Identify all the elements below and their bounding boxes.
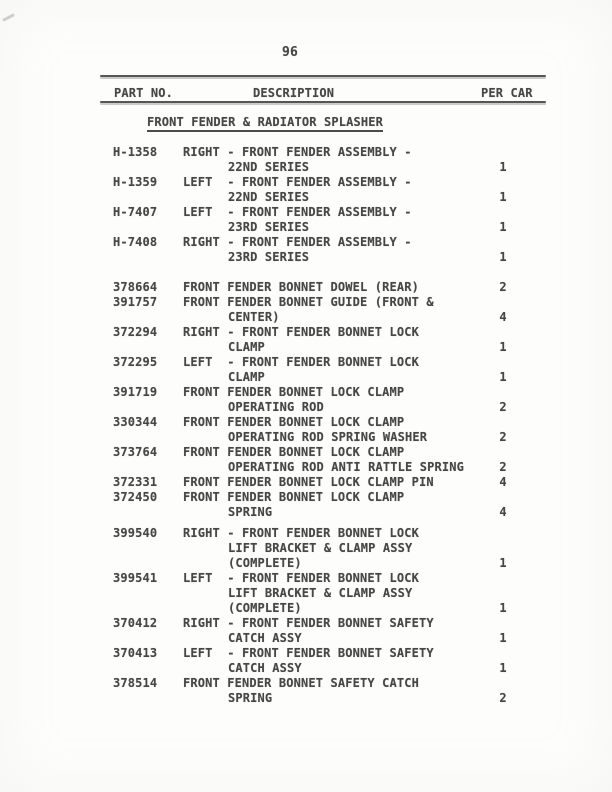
- description-line: RIGHT - FRONT FENDER BONNET SAFETY: [183, 616, 434, 630]
- table-row: [0, 446, 612, 476]
- description-line: SPRING: [228, 691, 273, 705]
- part-number-cell: 372294: [113, 325, 158, 339]
- per-car-qty-cell: 1: [499, 220, 507, 234]
- table-row-line: [0, 236, 612, 251]
- table-row-line: [0, 461, 612, 476]
- description-line: 23RD SERIES: [228, 220, 310, 234]
- per-car-qty-cell: 1: [499, 631, 507, 645]
- part-number-cell: 372331: [113, 475, 158, 489]
- part-number-cell: 372450: [113, 490, 158, 504]
- table-row: [0, 281, 612, 296]
- header-top-rule: [100, 75, 546, 77]
- part-number-cell: 378514: [113, 676, 158, 690]
- scan-smudge-artifact: [2, 13, 15, 22]
- table-row: [0, 326, 612, 356]
- section-title: FRONT FENDER & RADIATOR SPLASHER: [147, 116, 383, 132]
- description-line: OPERATING ROD SPRING WASHER: [228, 430, 428, 444]
- table-row-line: [0, 506, 612, 521]
- table-row: [0, 206, 612, 236]
- page-number: 96: [282, 45, 298, 60]
- table-row: [0, 491, 612, 521]
- table-row: [0, 386, 612, 416]
- per-car-qty-cell: 1: [499, 661, 507, 675]
- description-line: 22ND SERIES: [228, 160, 310, 174]
- description-line: (COMPLETE): [228, 601, 302, 615]
- per-car-qty-cell: 1: [499, 340, 507, 354]
- table-row-line: [0, 401, 612, 416]
- description-line: CATCH ASSY: [228, 631, 302, 645]
- table-row-line: [0, 371, 612, 386]
- table-row-line: [0, 416, 612, 431]
- part-number-cell: H-1359: [113, 175, 158, 189]
- description-line: FRONT FENDER BONNET LOCK CLAMP: [183, 445, 405, 459]
- per-car-qty-cell: 1: [499, 250, 507, 264]
- description-line: LEFT - FRONT FENDER BONNET LOCK: [183, 355, 419, 369]
- table-row-line: [0, 161, 612, 176]
- part-number-cell: H-7407: [113, 205, 158, 219]
- table-row-line: [0, 692, 612, 707]
- table-row: [0, 416, 612, 446]
- per-car-qty-cell: 4: [499, 310, 507, 324]
- description-line: OPERATING ROD: [228, 400, 324, 414]
- part-number-cell: H-1358: [113, 145, 158, 159]
- table-row: [0, 527, 612, 572]
- description-line: SPRING: [228, 505, 273, 519]
- table-row-line: [0, 251, 612, 266]
- description-line: CLAMP: [228, 370, 265, 384]
- part-number-cell: 372295: [113, 355, 158, 369]
- table-row: [0, 356, 612, 386]
- per-car-qty-cell: 2: [499, 430, 507, 444]
- table-row-line: [0, 491, 612, 506]
- table-row-line: [0, 542, 612, 557]
- table-row-line: [0, 527, 612, 542]
- per-car-qty-cell: 2: [499, 280, 507, 294]
- table-row-line: [0, 557, 612, 572]
- column-header-part-no: PART NO.: [114, 86, 173, 100]
- part-number-cell: 370413: [113, 646, 158, 660]
- description-line: FRONT FENDER BONNET LOCK CLAMP PIN: [183, 475, 434, 489]
- table-row: [0, 677, 612, 707]
- table-row-line: [0, 572, 612, 587]
- table-row-line: [0, 677, 612, 692]
- table-row: [0, 296, 612, 326]
- part-number-cell: 391719: [113, 385, 158, 399]
- table-row-line: [0, 281, 612, 296]
- per-car-qty-cell: 1: [499, 601, 507, 615]
- table-row-line: [0, 602, 612, 617]
- table-row: [0, 176, 612, 206]
- column-header-description: DESCRIPTION: [253, 86, 335, 100]
- part-number-cell: 373764: [113, 445, 158, 459]
- per-car-qty-cell: 2: [499, 460, 507, 474]
- table-row-line: [0, 476, 612, 491]
- description-line: FRONT FENDER BONNET LOCK CLAMP: [183, 385, 405, 399]
- table-row-line: [0, 176, 612, 191]
- parts-table-body: [0, 146, 612, 707]
- description-line: (COMPLETE): [228, 556, 302, 570]
- table-row-line: [0, 587, 612, 602]
- part-number-cell: 399540: [113, 526, 158, 540]
- table-row-line: [0, 446, 612, 461]
- description-line: LIFT BRACKET & CLAMP ASSY: [228, 586, 413, 600]
- part-number-cell: 378664: [113, 280, 158, 294]
- table-row-line: [0, 386, 612, 401]
- description-line: LEFT - FRONT FENDER BONNET LOCK: [183, 571, 419, 585]
- part-number-cell: 370412: [113, 616, 158, 630]
- description-line: RIGHT - FRONT FENDER ASSEMBLY -: [183, 145, 412, 159]
- description-line: LEFT - FRONT FENDER ASSEMBLY -: [183, 205, 412, 219]
- description-line: LEFT - FRONT FENDER ASSEMBLY -: [183, 175, 412, 189]
- table-row-line: [0, 647, 612, 662]
- table-row-line: [0, 206, 612, 221]
- part-number-cell: 391757: [113, 295, 158, 309]
- part-number-cell: H-7408: [113, 235, 158, 249]
- per-car-qty-cell: 1: [499, 190, 507, 204]
- description-line: FRONT FENDER BONNET LOCK CLAMP: [183, 415, 405, 429]
- table-row-line: [0, 146, 612, 161]
- per-car-qty-cell: 1: [499, 160, 507, 174]
- description-line: OPERATING ROD ANTI RATTLE SPRING: [228, 460, 464, 474]
- description-line: FRONT FENDER BONNET SAFETY CATCH: [183, 676, 419, 690]
- description-line: CLAMP: [228, 340, 265, 354]
- table-row: [0, 476, 612, 491]
- per-car-qty-cell: 4: [499, 475, 507, 489]
- per-car-qty-cell: 1: [499, 556, 507, 570]
- description-line: LEFT - FRONT FENDER BONNET SAFETY: [183, 646, 434, 660]
- part-number-cell: 399541: [113, 571, 158, 585]
- per-car-qty-cell: 1: [499, 370, 507, 384]
- table-row: [0, 617, 612, 647]
- description-line: LIFT BRACKET & CLAMP ASSY: [228, 541, 413, 555]
- table-row: [0, 146, 612, 176]
- description-line: FRONT FENDER BONNET DOWEL (REAR): [183, 280, 419, 294]
- per-car-qty-cell: 4: [499, 505, 507, 519]
- table-row: [0, 572, 612, 617]
- description-line: FRONT FENDER BONNET GUIDE (FRONT &: [183, 295, 434, 309]
- description-line: RIGHT - FRONT FENDER BONNET LOCK: [183, 526, 419, 540]
- description-line: RIGHT - FRONT FENDER ASSEMBLY -: [183, 235, 412, 249]
- part-number-cell: 330344: [113, 415, 158, 429]
- column-header-per-car: PER CAR: [481, 86, 533, 100]
- table-row-line: [0, 356, 612, 371]
- description-line: 22ND SERIES: [228, 190, 310, 204]
- table-row-line: [0, 326, 612, 341]
- description-line: RIGHT - FRONT FENDER BONNET LOCK: [183, 325, 419, 339]
- table-row-line: [0, 617, 612, 632]
- table-row-line: [0, 662, 612, 677]
- table-row-line: [0, 221, 612, 236]
- description-line: FRONT FENDER BONNET LOCK CLAMP: [183, 490, 405, 504]
- description-line: CATCH ASSY: [228, 661, 302, 675]
- header-bottom-rule: [100, 101, 546, 103]
- description-line: 23RD SERIES: [228, 250, 310, 264]
- table-row-line: [0, 311, 612, 326]
- table-row-line: [0, 296, 612, 311]
- per-car-qty-cell: 2: [499, 691, 507, 705]
- per-car-qty-cell: 2: [499, 400, 507, 414]
- table-row-line: [0, 191, 612, 206]
- table-row: [0, 647, 612, 677]
- table-row-line: [0, 431, 612, 446]
- table-row-line: [0, 632, 612, 647]
- description-line: CENTER): [228, 310, 280, 324]
- table-row-line: [0, 341, 612, 356]
- table-row: [0, 236, 612, 266]
